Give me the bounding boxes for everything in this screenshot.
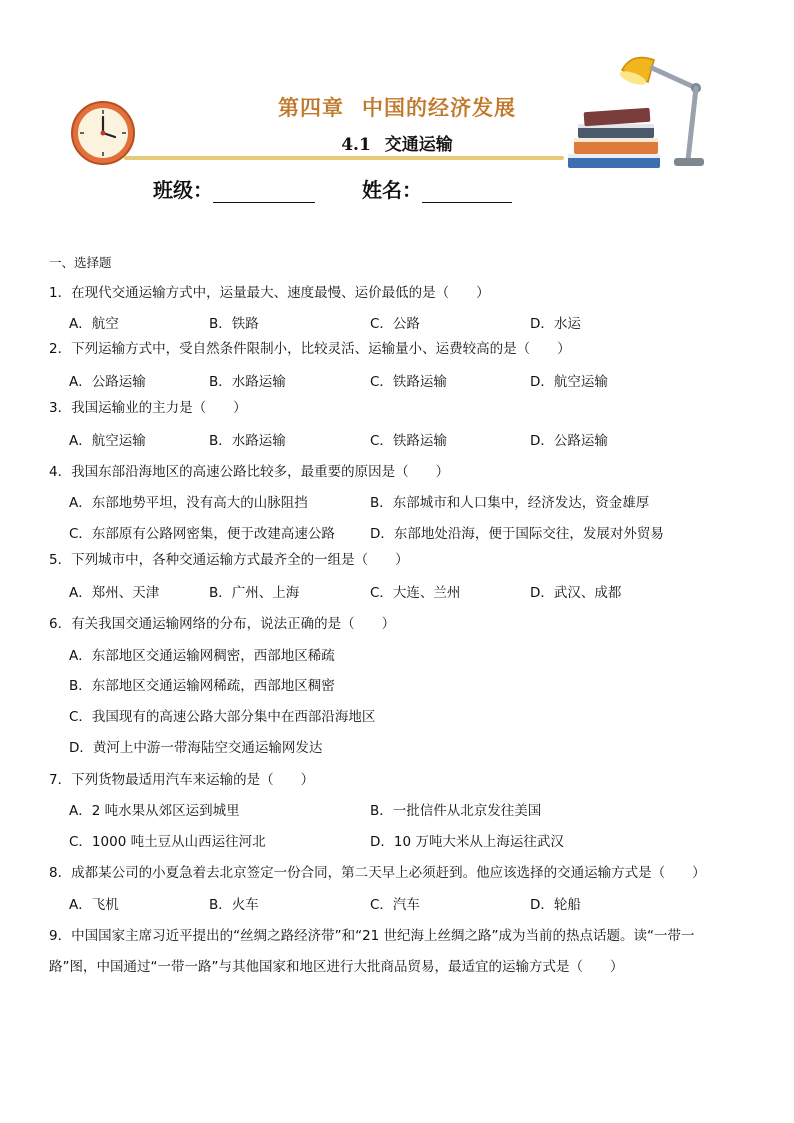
option-d[interactable]: D．10 万吨大米从上海运往武汉 [370, 834, 564, 850]
option-a[interactable]: A．公路运输 [69, 374, 146, 390]
section-heading: 一、选择题 [49, 255, 112, 270]
question-stem: 4．我国东部沿海地区的高速公路比较多，最重要的原因是（ ） [49, 464, 450, 480]
option-d[interactable]: D．轮船 [530, 897, 581, 913]
option-b[interactable]: B．东部城市和人口集中，经济发达，资金雄厚 [370, 495, 650, 511]
option-b[interactable]: B．铁路 [209, 316, 259, 332]
chapter-title [0, 92, 794, 122]
question-stem: 5．下列城市中，各种交通运输方式最齐全的一组是（ ） [49, 552, 409, 568]
option-a[interactable]: A．航空运输 [69, 433, 146, 449]
option-b[interactable]: B．水路运输 [209, 433, 286, 449]
option-c[interactable]: C．铁路运输 [370, 433, 447, 449]
option-a[interactable]: A．2 吨水果从郊区运到城里 [69, 803, 240, 819]
option-d[interactable]: D．武汉、成都 [530, 585, 622, 601]
option-d[interactable]: D．航空运输 [530, 374, 608, 390]
section-title [0, 130, 794, 155]
option-b[interactable]: B．一批信件从北京发往美国 [370, 803, 542, 819]
question-stem: 8．成都某公司的小夏急着去北京签定一份合同，第二天早上必须赶到。他应该选择的交通运输方式是（ ） [49, 865, 706, 881]
option-c[interactable]: C．大连、兰州 [370, 585, 461, 601]
question-stem: 7．下列货物最适用汽车来运输的是（ ） [49, 772, 315, 788]
chapter-number: 第四章 [278, 95, 344, 120]
question-stem: 2．下列运输方式中，受自然条件限制小，比较灵活、运输量小、运费较高的是（ ） [49, 341, 571, 357]
section-name: 交通运输 [384, 135, 453, 155]
header-rule [124, 156, 564, 160]
class-label: 班级： [153, 178, 213, 202]
option-b[interactable]: B．水路运输 [209, 374, 286, 390]
question-stem: 3．我国运输业的主力是（ ） [49, 400, 247, 416]
option-c[interactable]: C．1000 吨土豆从山西运往河北 [69, 834, 266, 850]
class-blank[interactable] [213, 182, 315, 203]
option-c[interactable]: C．我国现有的高速公路大部分集中在西部沿海地区 [69, 709, 376, 725]
name-blank[interactable] [422, 182, 512, 203]
option-a[interactable]: A．飞机 [69, 897, 119, 913]
question-stem: 1．在现代交通运输方式中，运量最大、速度最慢、运价最低的是（ ） [49, 285, 490, 301]
option-d[interactable]: D．黄河上中游一带海陆空交通运输网发达 [69, 740, 323, 756]
section-number: 4.1 [341, 135, 371, 155]
name-label: 姓名： [362, 178, 422, 202]
option-b[interactable]: B．火车 [209, 897, 259, 913]
option-d[interactable]: D．东部地处沿海，便于国际交往，发展对外贸易 [370, 526, 664, 542]
question-stem-continued: 路”图，中国通过“一带一路”与其他国家和地区进行大批商品贸易，最适宜的运输方式是（ ） [49, 959, 624, 975]
option-c[interactable]: C．公路 [370, 316, 420, 332]
chapter-name: 中国的经济发展 [362, 95, 516, 120]
option-a[interactable]: A．航空 [69, 316, 119, 332]
option-c[interactable]: C．汽车 [370, 897, 420, 913]
question-stem: 9．中国国家主席习近平提出的“丝绸之路经济带”和“21 世纪海上丝绸之路”成为当前的热点话题。读“一带一 [49, 928, 695, 944]
option-c[interactable]: C．东部原有公路网密集，便于改建高速公路 [69, 526, 335, 542]
option-d[interactable]: D．水运 [530, 316, 581, 332]
class-field [153, 174, 315, 203]
name-field [362, 174, 512, 203]
option-a[interactable]: A．东部地势平坦，没有高大的山脉阻挡 [69, 495, 308, 511]
option-b[interactable]: B．广州、上海 [209, 585, 300, 601]
option-a[interactable]: A．东部地区交通运输网稠密，西部地区稀疏 [69, 648, 335, 664]
option-a[interactable]: A．郑州、天津 [69, 585, 160, 601]
question-stem: 6．有关我国交通运输网络的分布，说法正确的是（ ） [49, 616, 396, 632]
option-c[interactable]: C．铁路运输 [370, 374, 447, 390]
option-d[interactable]: D．公路运输 [530, 433, 608, 449]
option-b[interactable]: B．东部地区交通运输网稀疏，西部地区稠密 [69, 678, 335, 694]
